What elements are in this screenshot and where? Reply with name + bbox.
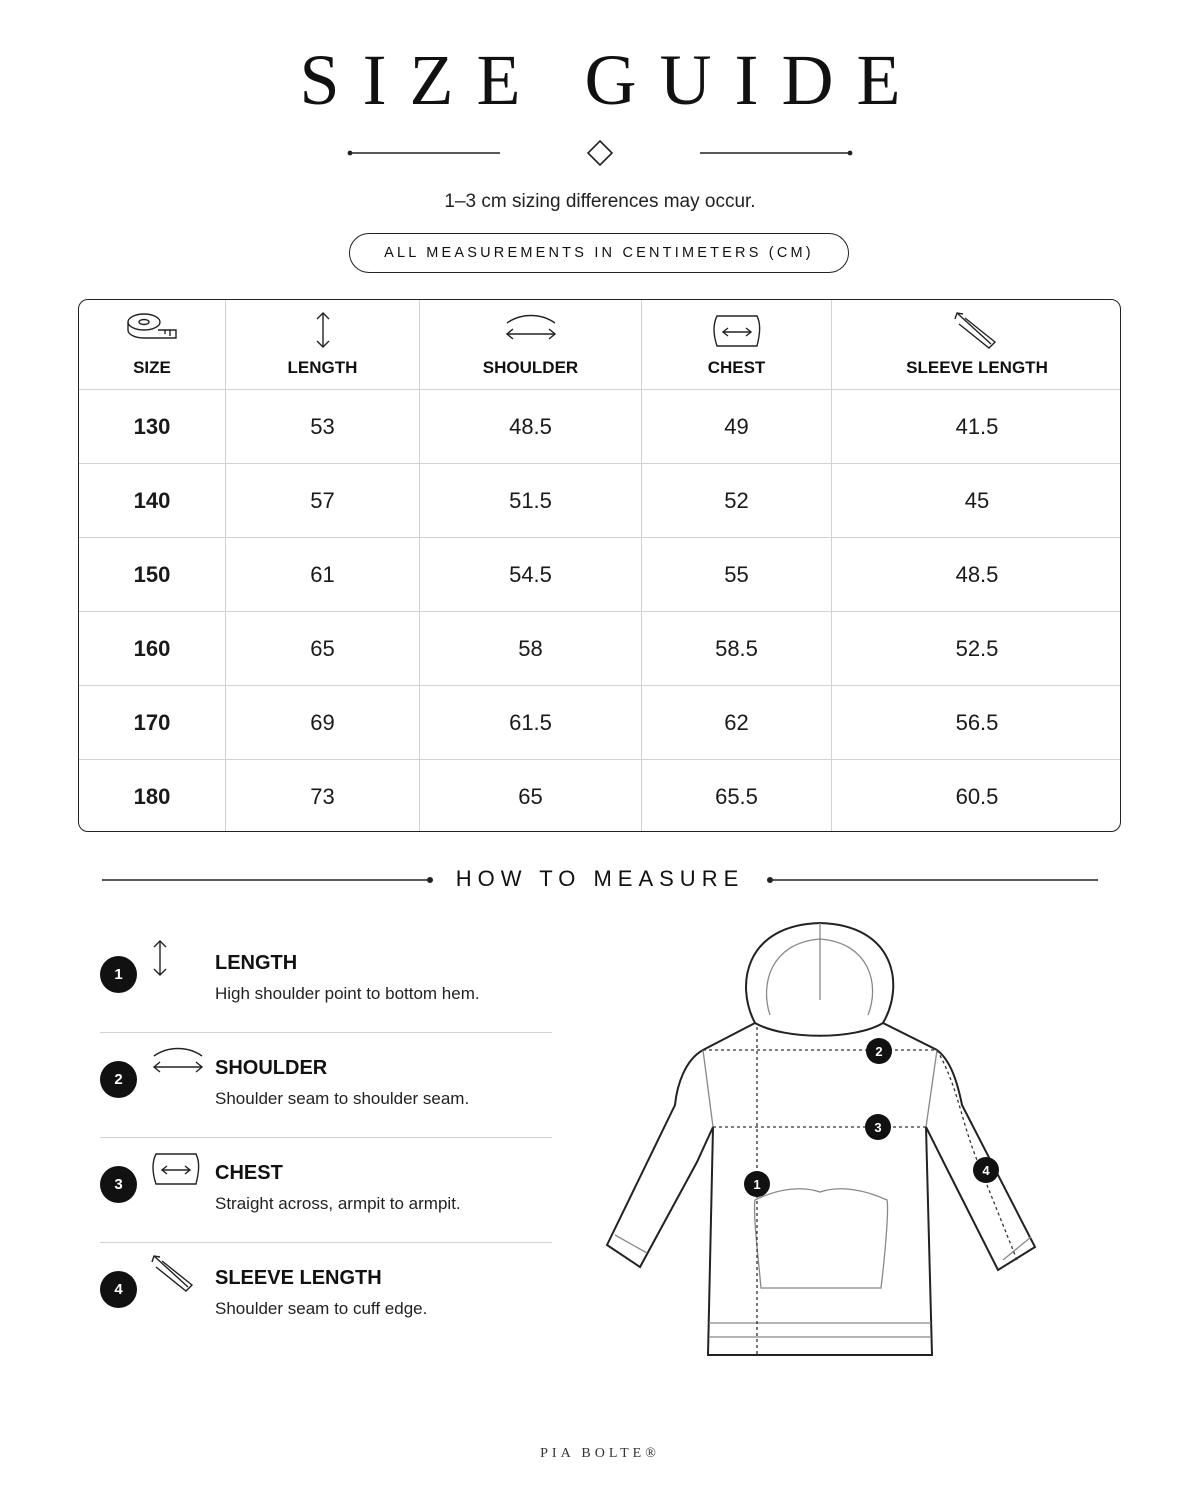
measurement-cell: 52: [642, 464, 832, 538]
diagram-marker-1: [744, 1171, 770, 1197]
step-number-badge: 3: [100, 1166, 137, 1203]
measurement-cell: 51.5: [420, 464, 642, 538]
vertical-arrow-icon: [311, 310, 335, 355]
measurement-cell: 57: [226, 464, 420, 538]
size-cell: 130: [79, 390, 226, 464]
column-header-chest: [642, 300, 832, 390]
size-table: [78, 299, 1121, 832]
step-description: Shoulder seam to cuff edge.: [215, 1299, 428, 1318]
measurement-cell: 62: [642, 686, 832, 760]
column-header-label: SIZE: [133, 358, 171, 377]
sleeve-arrow-icon: [148, 1253, 200, 1298]
measurement-cell: 53: [226, 390, 420, 464]
table-row: [79, 612, 1121, 686]
measurement-cell: 55: [642, 538, 832, 612]
size-cell: 180: [79, 760, 226, 832]
size-cell: 170: [79, 686, 226, 760]
diagram-marker-3: [865, 1114, 891, 1140]
chest-outline-icon: [148, 1148, 204, 1193]
measurement-cell: 56.5: [955, 710, 999, 735]
column-header-length: [226, 300, 420, 390]
column-header-label: SLEEVE LENGTH: [906, 358, 1048, 377]
size-cell: 160: [79, 612, 226, 686]
measurement-cell: 65.5: [642, 760, 832, 832]
page-title: SIZE GUIDE: [299, 40, 924, 120]
diagram-marker-2: [866, 1038, 892, 1064]
step-name: LENGTH: [215, 952, 298, 974]
column-header-sleeve-length: [832, 300, 1121, 390]
column-header-shoulder: [420, 300, 642, 390]
measurement-cell: 58.5: [642, 612, 832, 686]
table-row: [79, 390, 1121, 464]
svg-text:3: 3: [874, 1120, 882, 1135]
body-outline: [607, 1023, 1035, 1355]
step-number-badge: 4: [100, 1271, 137, 1308]
shoulder-arc-icon: [148, 1043, 208, 1082]
measurement-cell: 58: [420, 612, 642, 686]
brand-logo-text: PIA BOLTE®: [540, 1446, 660, 1461]
measurement-cell: 52.5: [955, 636, 999, 661]
column-header-label: SHOULDER: [482, 358, 579, 377]
shoulder-arc-icon: [501, 310, 561, 349]
sleeve-arrow-icon: [951, 310, 1003, 355]
svg-text:2: 2: [875, 1044, 883, 1059]
measurement-cell: 73: [226, 760, 420, 832]
svg-text:1: 1: [753, 1177, 761, 1192]
step-description: Straight across, armpit to armpit.: [215, 1194, 461, 1213]
table-row: [79, 760, 1121, 832]
measurement-cell: 48.5: [420, 390, 642, 464]
how-to-measure-title: HOW TO MEASURE: [455, 866, 745, 891]
table-row: [79, 538, 1121, 612]
step-name: SHOULDER: [215, 1057, 328, 1079]
measurement-cell: 49: [642, 390, 832, 464]
step-name: SLEEVE LENGTH: [215, 1267, 382, 1289]
vertical-arrow-icon: [148, 938, 172, 983]
measurement-cell: 60.5: [955, 784, 999, 809]
column-header-label: CHEST: [707, 358, 766, 377]
column-header-label: LENGTH: [287, 358, 358, 377]
size-cell: 140: [79, 464, 226, 538]
step-number-badge: 1: [100, 956, 137, 993]
step-description: Shoulder seam to shoulder seam.: [215, 1089, 470, 1108]
step-description: High shoulder point to bottom hem.: [215, 984, 480, 1003]
svg-text:4: 4: [982, 1163, 990, 1178]
measure-step-chest: [100, 1138, 552, 1243]
measurement-cell: 45: [964, 488, 990, 513]
step-name: CHEST: [215, 1162, 283, 1184]
measurement-cell: 48.5: [955, 562, 999, 587]
tape-measure-icon: [124, 310, 180, 349]
measure-step-sleeve-length: [100, 1243, 552, 1348]
divider-ornament: [340, 138, 860, 168]
measurement-cell: 69: [226, 686, 420, 760]
column-header-size: [79, 300, 226, 390]
diagram-marker-4: [973, 1157, 999, 1183]
units-badge: ALL MEASUREMENTS IN CENTIMETERS (CM): [349, 233, 849, 273]
sizing-note: 1–3 cm sizing differences may occur.: [444, 191, 756, 212]
measurement-cell: 61.5: [420, 686, 642, 760]
measurement-cell: 65: [226, 612, 420, 686]
measure-step-length: [100, 928, 552, 1033]
chest-outline-icon: [709, 310, 765, 355]
measurement-cell: 54.5: [420, 538, 642, 612]
table-row: [79, 464, 1121, 538]
measurement-cell: 61: [226, 538, 420, 612]
measure-step-shoulder: [100, 1033, 552, 1138]
table-row: [79, 686, 1121, 760]
size-cell: 150: [79, 538, 226, 612]
hoodie-diagram: [595, 915, 1055, 1365]
step-number-badge: 2: [100, 1061, 137, 1098]
measurement-cell: 41.5: [955, 414, 999, 439]
measurement-cell: 65: [420, 760, 642, 832]
